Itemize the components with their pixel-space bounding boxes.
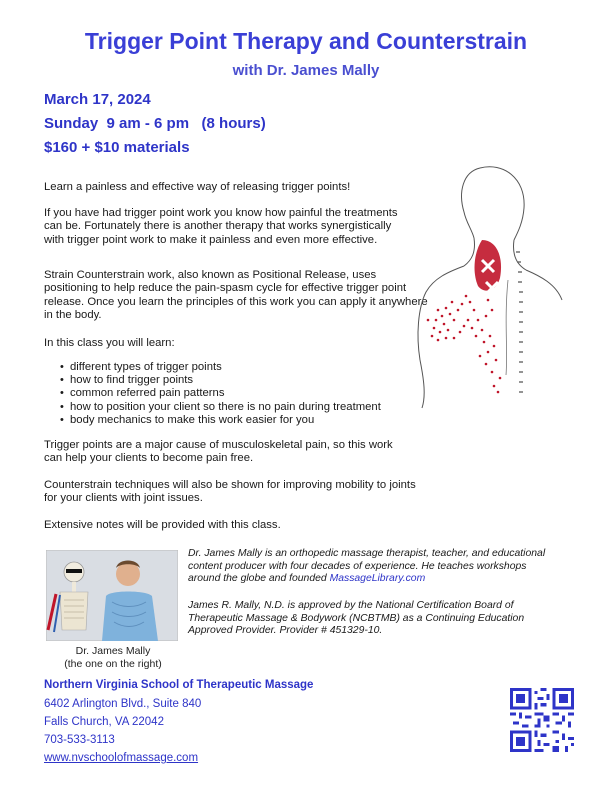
spine-icon <box>516 252 523 392</box>
event-date: March 17, 2024 <box>44 91 151 108</box>
school-phone: 703-533-3113 <box>44 734 115 746</box>
paragraph-4: Counterstrain techniques will also be shown for improving mobility to joints for your clients with joint issues. <box>44 479 416 505</box>
page-title: Trigger Point Therapy and Counterstrain <box>84 28 528 54</box>
list-item: • how to position your client so there is no pain during treatment <box>62 401 381 414</box>
school-name: Northern Virginia School of Therapeutic Massage <box>44 679 314 691</box>
certification-text: James R. Mally, N.D. is approved by the National Certification Board of Therapeutic Massage & Bodywork (NCBTMB) as a Continuing Education Approved Provider. Provider # 451329-10. <box>188 600 525 637</box>
photo-caption-note: (the one on the right) <box>64 658 162 670</box>
list-item: • common referred pain patterns <box>62 387 381 400</box>
instructor-bio <box>188 548 548 586</box>
photo-caption-name: Dr. James Mally <box>75 645 151 657</box>
qr-code-icon[interactable] <box>510 688 574 752</box>
intro-text: Learn a painless and effective way of releasing trigger points! <box>44 181 351 193</box>
event-price: $160 + $10 materials <box>44 139 190 156</box>
instructor-photo <box>46 550 178 641</box>
paragraph-5: Extensive notes will be provided with this class. <box>44 519 281 531</box>
event-time: Sunday 9 am - 6 pm (8 hours) <box>44 115 266 132</box>
trigger-point-figure <box>408 160 568 410</box>
school-address-line2: Falls Church, VA 22042 <box>44 716 164 728</box>
bio-text: Dr. James Mally is an orthopedic massage therapist, teacher, and educational content producer with four decades of experience. He teaches workshops around the globe and founded <box>188 548 546 585</box>
learn-list <box>62 361 381 427</box>
list-item: • different types of trigger points <box>62 361 381 374</box>
paragraph-2: Strain Counterstrain work, also known as Positional Release, uses positioning to help reduce the pain-spasm cycle for effective trigger point release. Once you learn the principles of this work you can apply it anywhere in the body. <box>44 269 428 322</box>
learn-heading: In this class you will learn: <box>44 337 175 349</box>
paragraph-1: If you have had trigger point work you know how painful the treatments can be. Fortunately there is another therapy that works synergistically with trigger point work to make it painless and even more effective. <box>44 207 398 246</box>
list-item: • how to find trigger points <box>62 374 381 387</box>
paragraph-3: Trigger points are a major cause of musculoskeletal pain, so this work can help your clients to become pain free. <box>44 439 393 465</box>
massage-library-link[interactable]: MassageLibrary.com <box>329 573 426 585</box>
school-address-line1: 6402 Arlington Blvd., Suite 840 <box>44 698 202 710</box>
school-website-link[interactable]: www.nvschoolofmassage.com <box>44 752 199 764</box>
list-item: • body mechanics to make this work easier for you <box>62 414 381 427</box>
referred-pain-dots <box>427 295 502 394</box>
page-subtitle: with Dr. James Mally <box>232 62 380 79</box>
